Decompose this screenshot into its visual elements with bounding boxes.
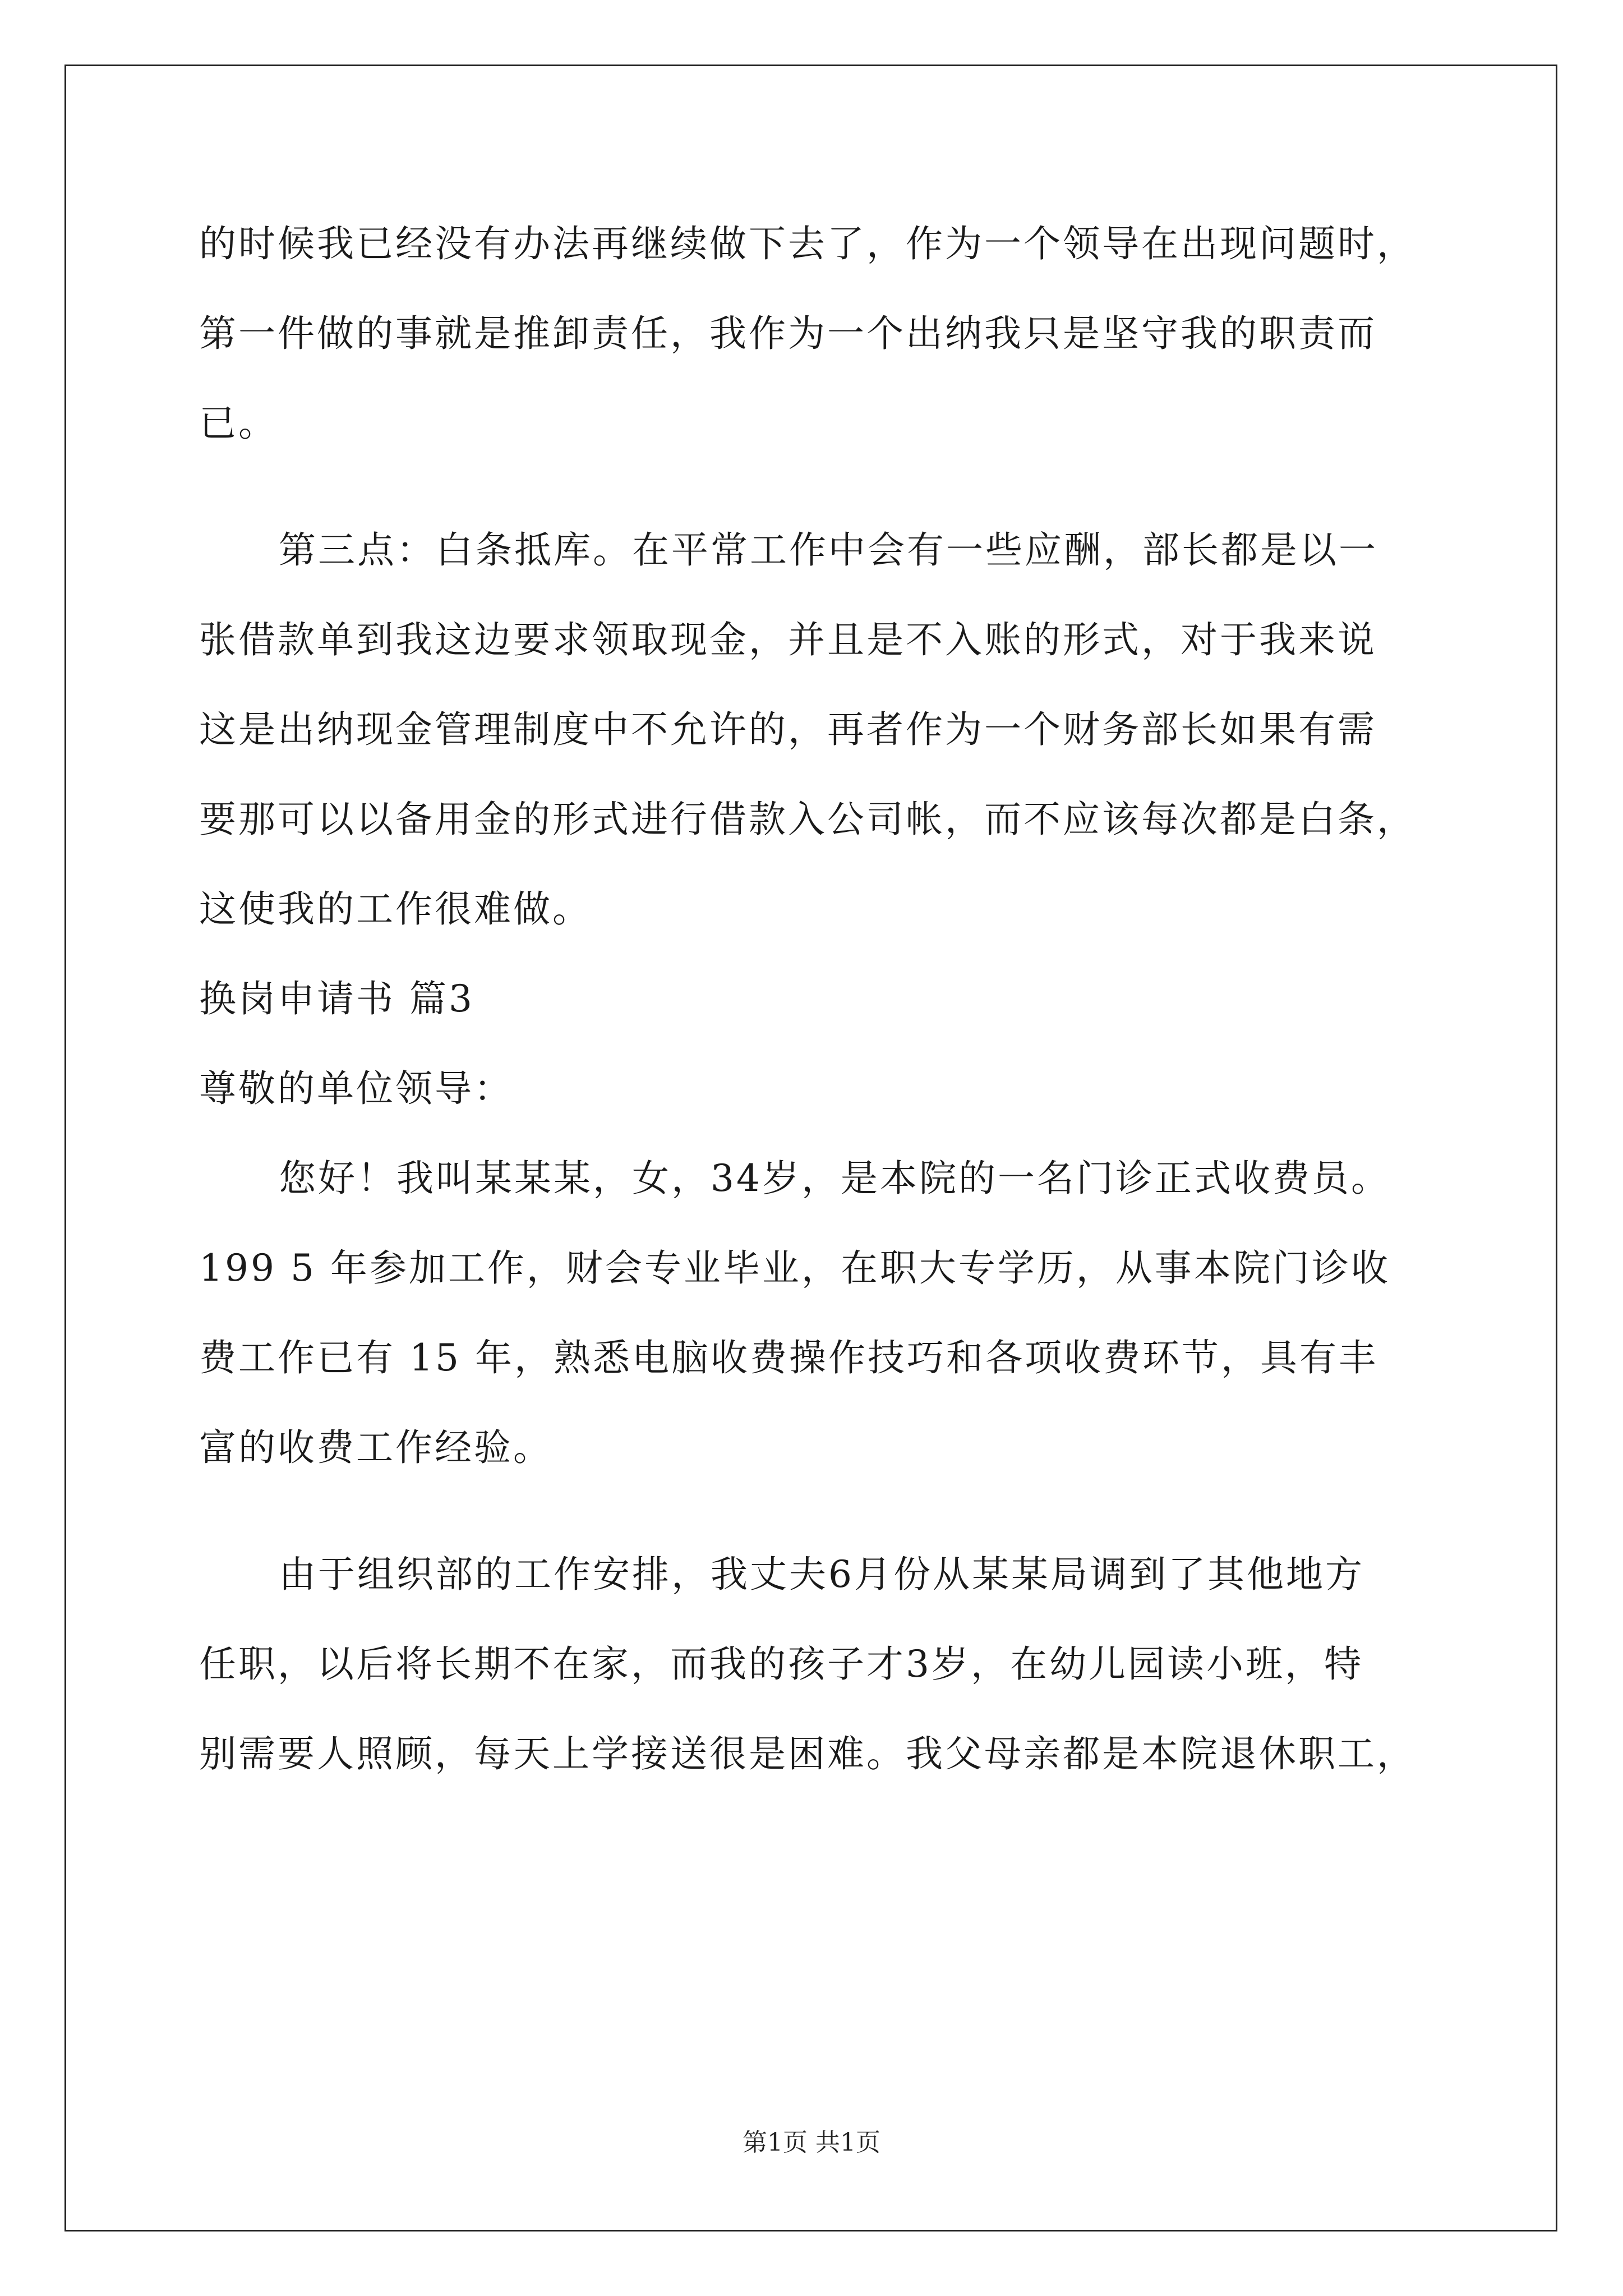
paragraph	[199, 505, 1450, 954]
section-heading: 换岗申请书 篇3	[199, 977, 474, 1020]
page-footer: 第1页 共1页	[743, 2128, 880, 2157]
text-line: 费工作已有 15 年，熟悉电脑收费操作技巧和各项收费环节，具有丰	[199, 1336, 1378, 1379]
text-line: 已。	[199, 402, 278, 445]
text-line: 任职，以后将长期不在家，而我的孩子才3岁，在幼儿园读小班，特	[199, 1642, 1363, 1686]
paragraph	[199, 199, 1450, 468]
text-line: 要那可以以备用金的形式进行借款入公司帐，而不应该每次都是白条，	[199, 798, 1416, 841]
text-line: 第三点：白条抵库。在平常工作中会有一些应酬，部长都是以一	[279, 528, 1378, 572]
document-body	[199, 199, 1450, 1799]
paragraph-gap	[199, 468, 1450, 505]
text-line: 第一件做的事就是推卸责任，我作为一个出纳我只是坚守我的职责而	[199, 312, 1377, 355]
text-line: 的时候我已经没有办法再继续做下去了，作为一个领导在出现问题时，	[199, 222, 1416, 265]
paragraph	[199, 1134, 1450, 1493]
text-line: 张借款单到我这边要求领取现金，并且是不入账的形式，对于我来说	[199, 618, 1377, 661]
text-line: 这是出纳现金管理制度中不允许的，再者作为一个财务部长如果有需	[199, 708, 1377, 751]
text-line: 这使我的工作很难做。	[199, 887, 592, 931]
text-line: 您好！我叫某某某，女，34岁，是本院的一名门诊正式收费员。	[279, 1157, 1390, 1200]
paragraph	[199, 1530, 1450, 1799]
paragraph-gap	[199, 1493, 1450, 1530]
salutation: 尊敬的单位领导：	[199, 1067, 513, 1110]
text-line: 富的收费工作经验。	[199, 1426, 552, 1469]
text-line: 由于组织部的工作安排，我丈夫6月份从某某局调到了其他地方	[279, 1553, 1364, 1596]
text-line: 别需要人照顾，每天上学接送很是困难。我父母亲都是本院退休职工，	[199, 1732, 1416, 1775]
text-line: 199 5 年参加工作，财会专业毕业，在职大专学历，从事本院门诊收	[199, 1246, 1390, 1290]
